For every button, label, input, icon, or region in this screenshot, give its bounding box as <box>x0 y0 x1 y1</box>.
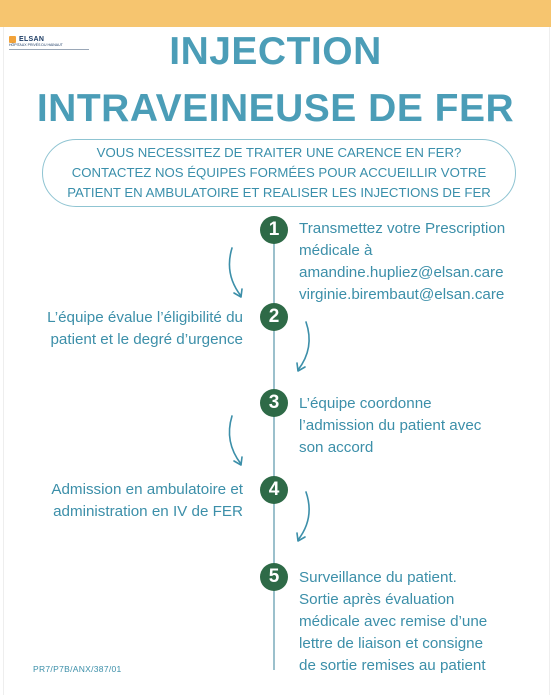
logo-name: ELSAN <box>19 36 45 43</box>
intro-box <box>42 139 516 207</box>
curved-arrow-icon <box>288 320 318 378</box>
step-2-text <box>47 307 243 351</box>
step-2-line-2: patient et le degré d’urgence <box>50 331 243 348</box>
step-5-line-3: médicale avec remise d’une <box>299 613 488 630</box>
step-4-line-2: administration en IV de FER <box>53 503 243 520</box>
step-1-line-4: virginie.birembaut@elsan.care <box>299 286 505 303</box>
step-5-line-5: de sortie remises au patient <box>299 657 486 674</box>
title-line-1: INJECTION <box>169 30 382 73</box>
step-3-badge: 3 <box>260 389 288 417</box>
step-4-badge: 4 <box>260 476 288 504</box>
title-line-2: INTRAVEINEUSE DE FER <box>36 87 515 130</box>
step-4-text <box>51 479 243 523</box>
step-1-badge: 1 <box>260 216 288 244</box>
intro-line-3: PATIENT EN AMBULATOIRE ET REALISER LES INJECTIONS DE FER <box>67 185 491 200</box>
step-1-line-2: médicale à <box>299 242 373 259</box>
step-4-line-1: Admission en ambulatoire et <box>51 481 243 498</box>
step-3-line-2: l’admission du patient avec <box>299 417 482 434</box>
curved-arrow-icon <box>222 414 252 472</box>
intro-line-2: CONTACTEZ NOS ÉQUIPES FORMÉES POUR ACCUEILLIR VOTRE <box>71 165 487 180</box>
step-1-line-1: Transmettez votre Prescription <box>299 220 506 237</box>
step-1-line-3: amandine.hupliez@elsan.care <box>299 264 504 281</box>
logo-subtitle: HÔPITAUX PRIVÉS DU HAINAUT <box>9 43 63 47</box>
intro-line-1: VOUS NECESSITEZ DE TRAITER UNE CARENCE EN FER? <box>96 145 462 160</box>
step-2-line-1: L’équipe évalue l’éligibilité du <box>47 309 243 326</box>
timeline-line <box>273 230 275 670</box>
step-5-badge: 5 <box>260 563 288 591</box>
step-5-text <box>299 567 487 677</box>
document-reference: PR7/P7B/ANX/387/01 <box>33 664 122 674</box>
step-3-text <box>299 393 481 459</box>
intro-text <box>67 143 491 203</box>
step-5-line-1: Surveillance du patient. <box>299 569 457 586</box>
step-5-line-2: Sortie après évaluation <box>299 591 455 608</box>
step-2-badge: 2 <box>260 303 288 331</box>
step-3-line-3: son accord <box>299 439 374 456</box>
curved-arrow-icon <box>222 246 252 304</box>
step-5-line-4: lettre de liaison et consigne <box>299 635 484 652</box>
step-3-line-1: L’équipe coordonne <box>299 395 432 412</box>
top-color-bar <box>0 0 551 27</box>
step-1-text <box>299 218 505 306</box>
curved-arrow-icon <box>288 490 318 548</box>
